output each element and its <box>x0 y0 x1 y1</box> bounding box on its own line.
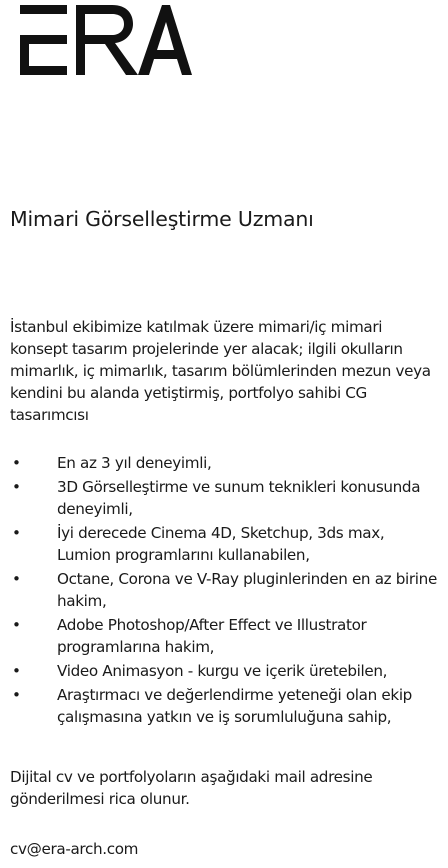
requirement-item <box>10 614 442 658</box>
requirement-item <box>10 476 442 520</box>
requirement-text: Octane, Corona ve V-Ray pluginlerinden en az birine hakim, <box>57 570 437 610</box>
requirement-item <box>10 568 442 612</box>
requirement-text: En az 3 yıl deneyimli, <box>57 454 212 472</box>
bullet-icon: • <box>12 686 21 704</box>
contact-email-link[interactable]: cv@era-arch.com <box>10 840 139 858</box>
requirement-item <box>10 684 442 728</box>
requirement-item <box>10 660 442 682</box>
requirement-item <box>10 452 442 474</box>
application-note: Dijital cv ve portfolyoların aşağıdaki mail adresine gönderilmesi rica olunur. <box>10 768 373 808</box>
requirement-text: Adobe Photoshop/After Effect ve Illustrator programlarına hakim, <box>57 616 367 656</box>
requirement-text: 3D Görselleştirme ve sunum teknikleri konusunda deneyimli, <box>57 478 421 518</box>
bullet-icon: • <box>12 454 21 472</box>
requirement-text: İyi derecede Cinema 4D, Sketchup, 3ds max, Lumion programlarını kullanabilen, <box>57 524 385 564</box>
requirements-list <box>10 452 442 730</box>
era-logo <box>20 5 192 75</box>
bullet-icon: • <box>12 616 21 634</box>
bullet-icon: • <box>12 524 21 542</box>
job-title: Mimari Görselleştirme Uzmanı <box>10 207 314 231</box>
bullet-icon: • <box>12 570 21 588</box>
requirement-text: Video Animasyon - kurgu ve içerik üretebilen, <box>57 662 388 680</box>
job-description: İstanbul ekibimize katılmak üzere mimari/iç mimari konsept tasarım projelerinde yer alacak; ilgili okulların mimarlık, iç mimarlık, tasarım bölümlerinden mezun veya kendini bu alanda yetiştirmiş, portfolyo sahibi CG tasarımcısı <box>10 318 431 424</box>
era-logo-mark <box>20 5 192 75</box>
bullet-icon: • <box>12 478 21 496</box>
requirement-item <box>10 522 442 566</box>
bullet-icon: • <box>12 662 21 680</box>
requirement-text: Araştırmacı ve değerlendirme yeteneği olan ekip çalışmasına yatkın ve iş sorumluluğuna sahip, <box>57 686 412 726</box>
